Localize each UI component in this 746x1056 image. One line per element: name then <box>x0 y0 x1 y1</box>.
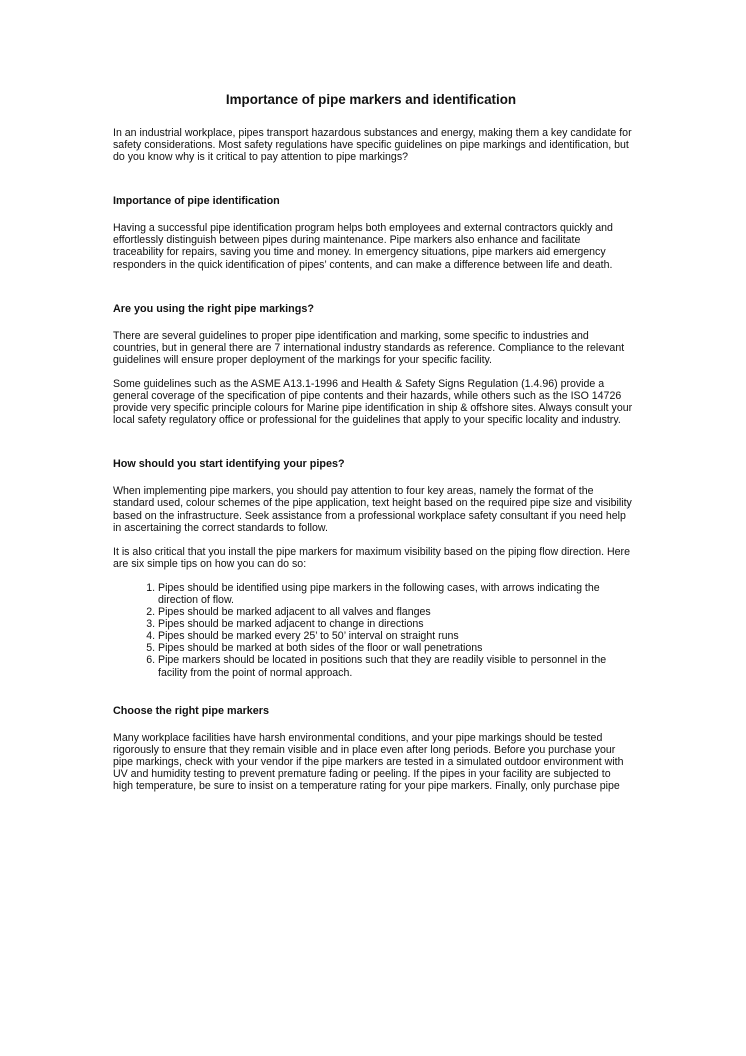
intro-paragraph: In an industrial workplace, pipes transport hazardous substances and energy, making them a key candidate for safety considerations. Most safety regulations have specific guidelines on pipe markings and identification, but do you know why is it critical to pay attention to pipe markings? <box>113 127 632 164</box>
list-item: 6. Pipe markers should be located in positions such that they are readily visible to personnel in the facility from the point of normal approach. <box>158 654 633 678</box>
section-spacer <box>113 438 633 458</box>
tips-list <box>113 582 633 679</box>
section-heading-right-markings: Are you using the right pipe markings? <box>113 302 314 315</box>
right-markings-paragraph-2: Some guidelines such as the ASME A13.1-1996 and Health & Safety Signs Regulation (1.4.96) provide a general coverage of the specification of pipe contents and their hazards, while others such as the ISO 14726 provide very specific principle colours for Marine pipe identification in ship & offshore sites. Always consult your local safety regulatory office or professional for the guidelines that apply to your specific locality and industry. <box>113 377 633 427</box>
section-heading-choose-markers: Choose the right pipe markers <box>113 704 269 717</box>
start-identifying-paragraph-1: When implementing pipe markers, you should pay attention to four key areas, namely the format of the standard used, colour schemes of the pipe application, text height based on the required pipe size and visibility based on the infrastructure. Seek assistance from a professional workplace safety consultant if you need help in ascertaining the correct standards to follow. <box>113 485 632 534</box>
identification-paragraph: Having a successful pipe identification program helps both employees and external contractors quickly and effortlessly distinguish between pipes during maintenance. Pipe markers also enhance and facilitate traceability for repairs, saving you time and money. In emergency situations, pipe markers aid emergency responders in the quick identification of pipes’ contents, and can make a difference between life and death. <box>113 222 613 271</box>
list-item: 2. Pipes should be marked adjacent to all valves and flanges <box>158 606 633 618</box>
list-item: 1. Pipes should be identified using pipe markers in the following cases, with arrows indicating the direction of flow. <box>158 582 633 606</box>
list-item: 3. Pipes should be marked adjacent to change in directions <box>158 618 633 630</box>
list-item: 4. Pipes should be marked every 25’ to 50’ interval on straight runs <box>158 630 633 642</box>
section-heading-identification: Importance of pipe identification <box>113 195 280 208</box>
start-identifying-paragraph-2: It is also critical that you install the pipe markers for maximum visibility based on the piping flow direction. Here are six simple tips on how you can do so: <box>113 545 630 570</box>
section-spacer <box>113 175 633 195</box>
choose-markers-paragraph: Many workplace facilities have harsh environmental conditions, and your pipe markings should be tested rigorously to ensure that they remain visible and in place even after long periods. Before you purchase your pipe markings, check with your vendor if the pipe markers are tested in a simulated outdoor environment with UV and humidity testing to prevent premature fading or peeling. If the pipes in your facility are subjected to high temperature, be sure to insist on a temperature rating for your pipe markers. Finally, only purchase pipe <box>113 731 624 792</box>
page-title: Importance of pipe markers and identification <box>225 92 517 107</box>
document-body <box>113 92 633 804</box>
section-spacer <box>113 283 633 303</box>
list-item: 5. Pipes should be marked at both sides of the floor or wall penetrations <box>158 642 633 654</box>
section-heading-start-identifying: How should you start identifying your pipes? <box>113 458 345 471</box>
right-markings-paragraph-1: There are several guidelines to proper pipe identification and marking, some specific to industries and countries, but in general there are 7 international industry standards as reference. Compliance to the relevant guidelines will ensure proper deployment of the markings for your specific facility. <box>113 329 625 366</box>
